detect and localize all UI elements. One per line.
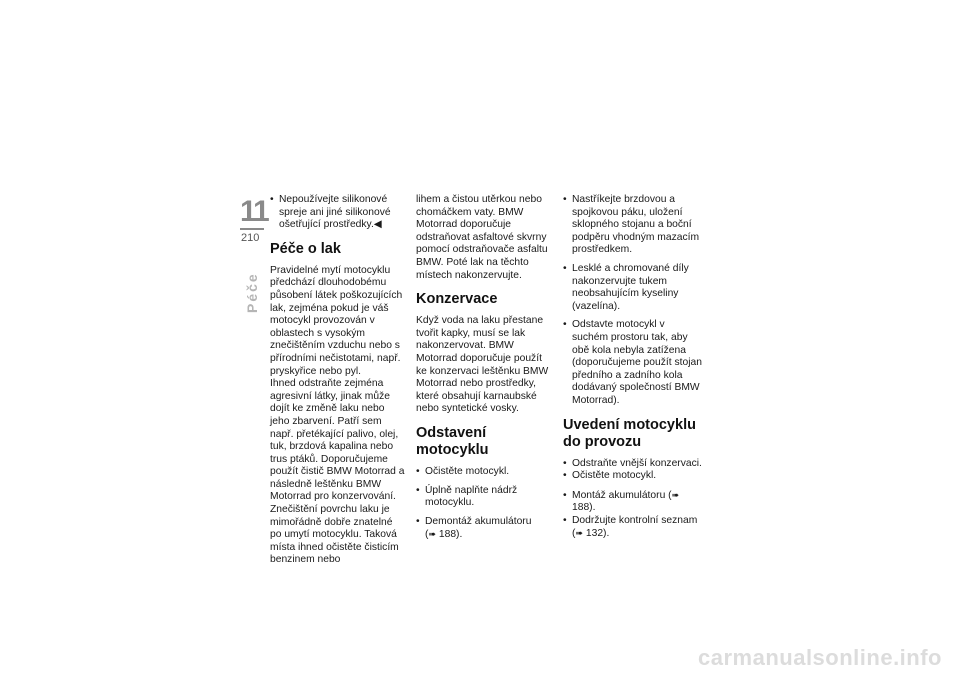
watermark: carmanualsonline.info [698,645,942,670]
paragraph: Znečištění povrchu laku je mimořádně dobře znatelné po umytí motocyklu. Taková místa ihned očistěte čisticím benzinem nebo [270,504,399,566]
list-item-text: Demontáž akumulátoru [425,515,532,527]
list-item: • Dodržujte kontrolní seznam (➠ 132). [563,515,703,541]
list-item: • Očistěte motocykl. [563,470,703,483]
heading-storage: Odstavení motocyklu [416,424,489,458]
paragraph: Ihned odstraňte zejména agresivní látky, jinak může dojít ke změně laku nebo jeho zbarvení. Patří sem např. přetékající palivo, olej, tuk, brzdová kapalina nebo trus ptáků. Doporučujeme použít čistič BMW Motorrad a následně leštěnku BMW Motorrad pro konzervování. [270,378,405,503]
chapter-divider [240,228,264,230]
list-item: • Nepoužívejte silikonové spreje ani jiné silikonové ošetřující prostředky.◀ [270,194,405,232]
heading-recommissioning: Uvedení motocyklu do provozu [563,416,696,450]
column-2 [416,194,551,542]
arrow-right-icon: ➠ [671,489,680,500]
page-reference: 132). [585,528,610,540]
list-item: • Očistěte motocykl. [416,466,551,479]
paragraph: lihem a čistou utěrkou nebo chomáčkem vaty. BMW Motorrad doporučuje odstraňovat asfaltové skvrny pomocí odstraňovače asfaltu BMW. Poté lak na těchto místech nakonzervujte. [416,194,548,281]
list-item: • Odstavte motocykl v suchém prostoru tak, aby obě kola nebyla zatížena (doporučujeme použít stojan předního a zadního kola dodávaný společností BMW Motorrad). [563,319,703,407]
list-item-text: Montáž akumulátoru ( [572,489,672,501]
column-1 [270,194,405,567]
heading-paint-care: Péče o lak [270,240,341,257]
page-reference: 188). [572,502,596,514]
list-item-text: Dodržujte kontrolní seznam [572,514,698,526]
paragraph: Pravidelné mytí motocyklu předchází dlouhodobému působení látek poškozujících lak, zejména pokud je váš motocykl provozován v oblastech s vysokým znečištěním vzduchu nebo s přírodními nečistotami, např. pryskyřice nebo pyl. [270,264,403,377]
section-side-label: Péče [244,272,260,313]
column-3 [563,194,703,541]
list-item: • Úplně naplňte nádrž motocyklu. [416,485,551,510]
arrow-right-icon: ➠ [428,529,436,540]
chapter-number: 11 [240,195,268,228]
list-item: • Lesklé a chromované díly nakonzervujte tukem neobsahujícím kyseliny (vazelína). [563,263,703,313]
list-item: • Nastříkejte brzdovou a spojkovou páku, uložení sklopného stojanu a boční podpěru vhodným mazacím prostředkem. [563,194,703,257]
list-item: • Odstraňte vnější konzervaci. [563,458,703,471]
paragraph: Když voda na laku přestane tvořit kapky, musí se lak nakonzervovat. BMW Motorrad doporučuje použít ke konzervaci leštěnku BMW Motorrad nebo prostředky, které obsahují karnaubské nebo syntetické vosky. [416,315,549,415]
page-number: 210 [241,232,260,244]
list-item: • Demontáž akumulátoru (➠ 188). [416,516,551,542]
arrow-right-icon: ➠ [575,528,583,539]
heading-conservation: Konzervace [416,291,498,308]
page-reference: 188). [438,529,463,541]
list-item [563,489,703,515]
